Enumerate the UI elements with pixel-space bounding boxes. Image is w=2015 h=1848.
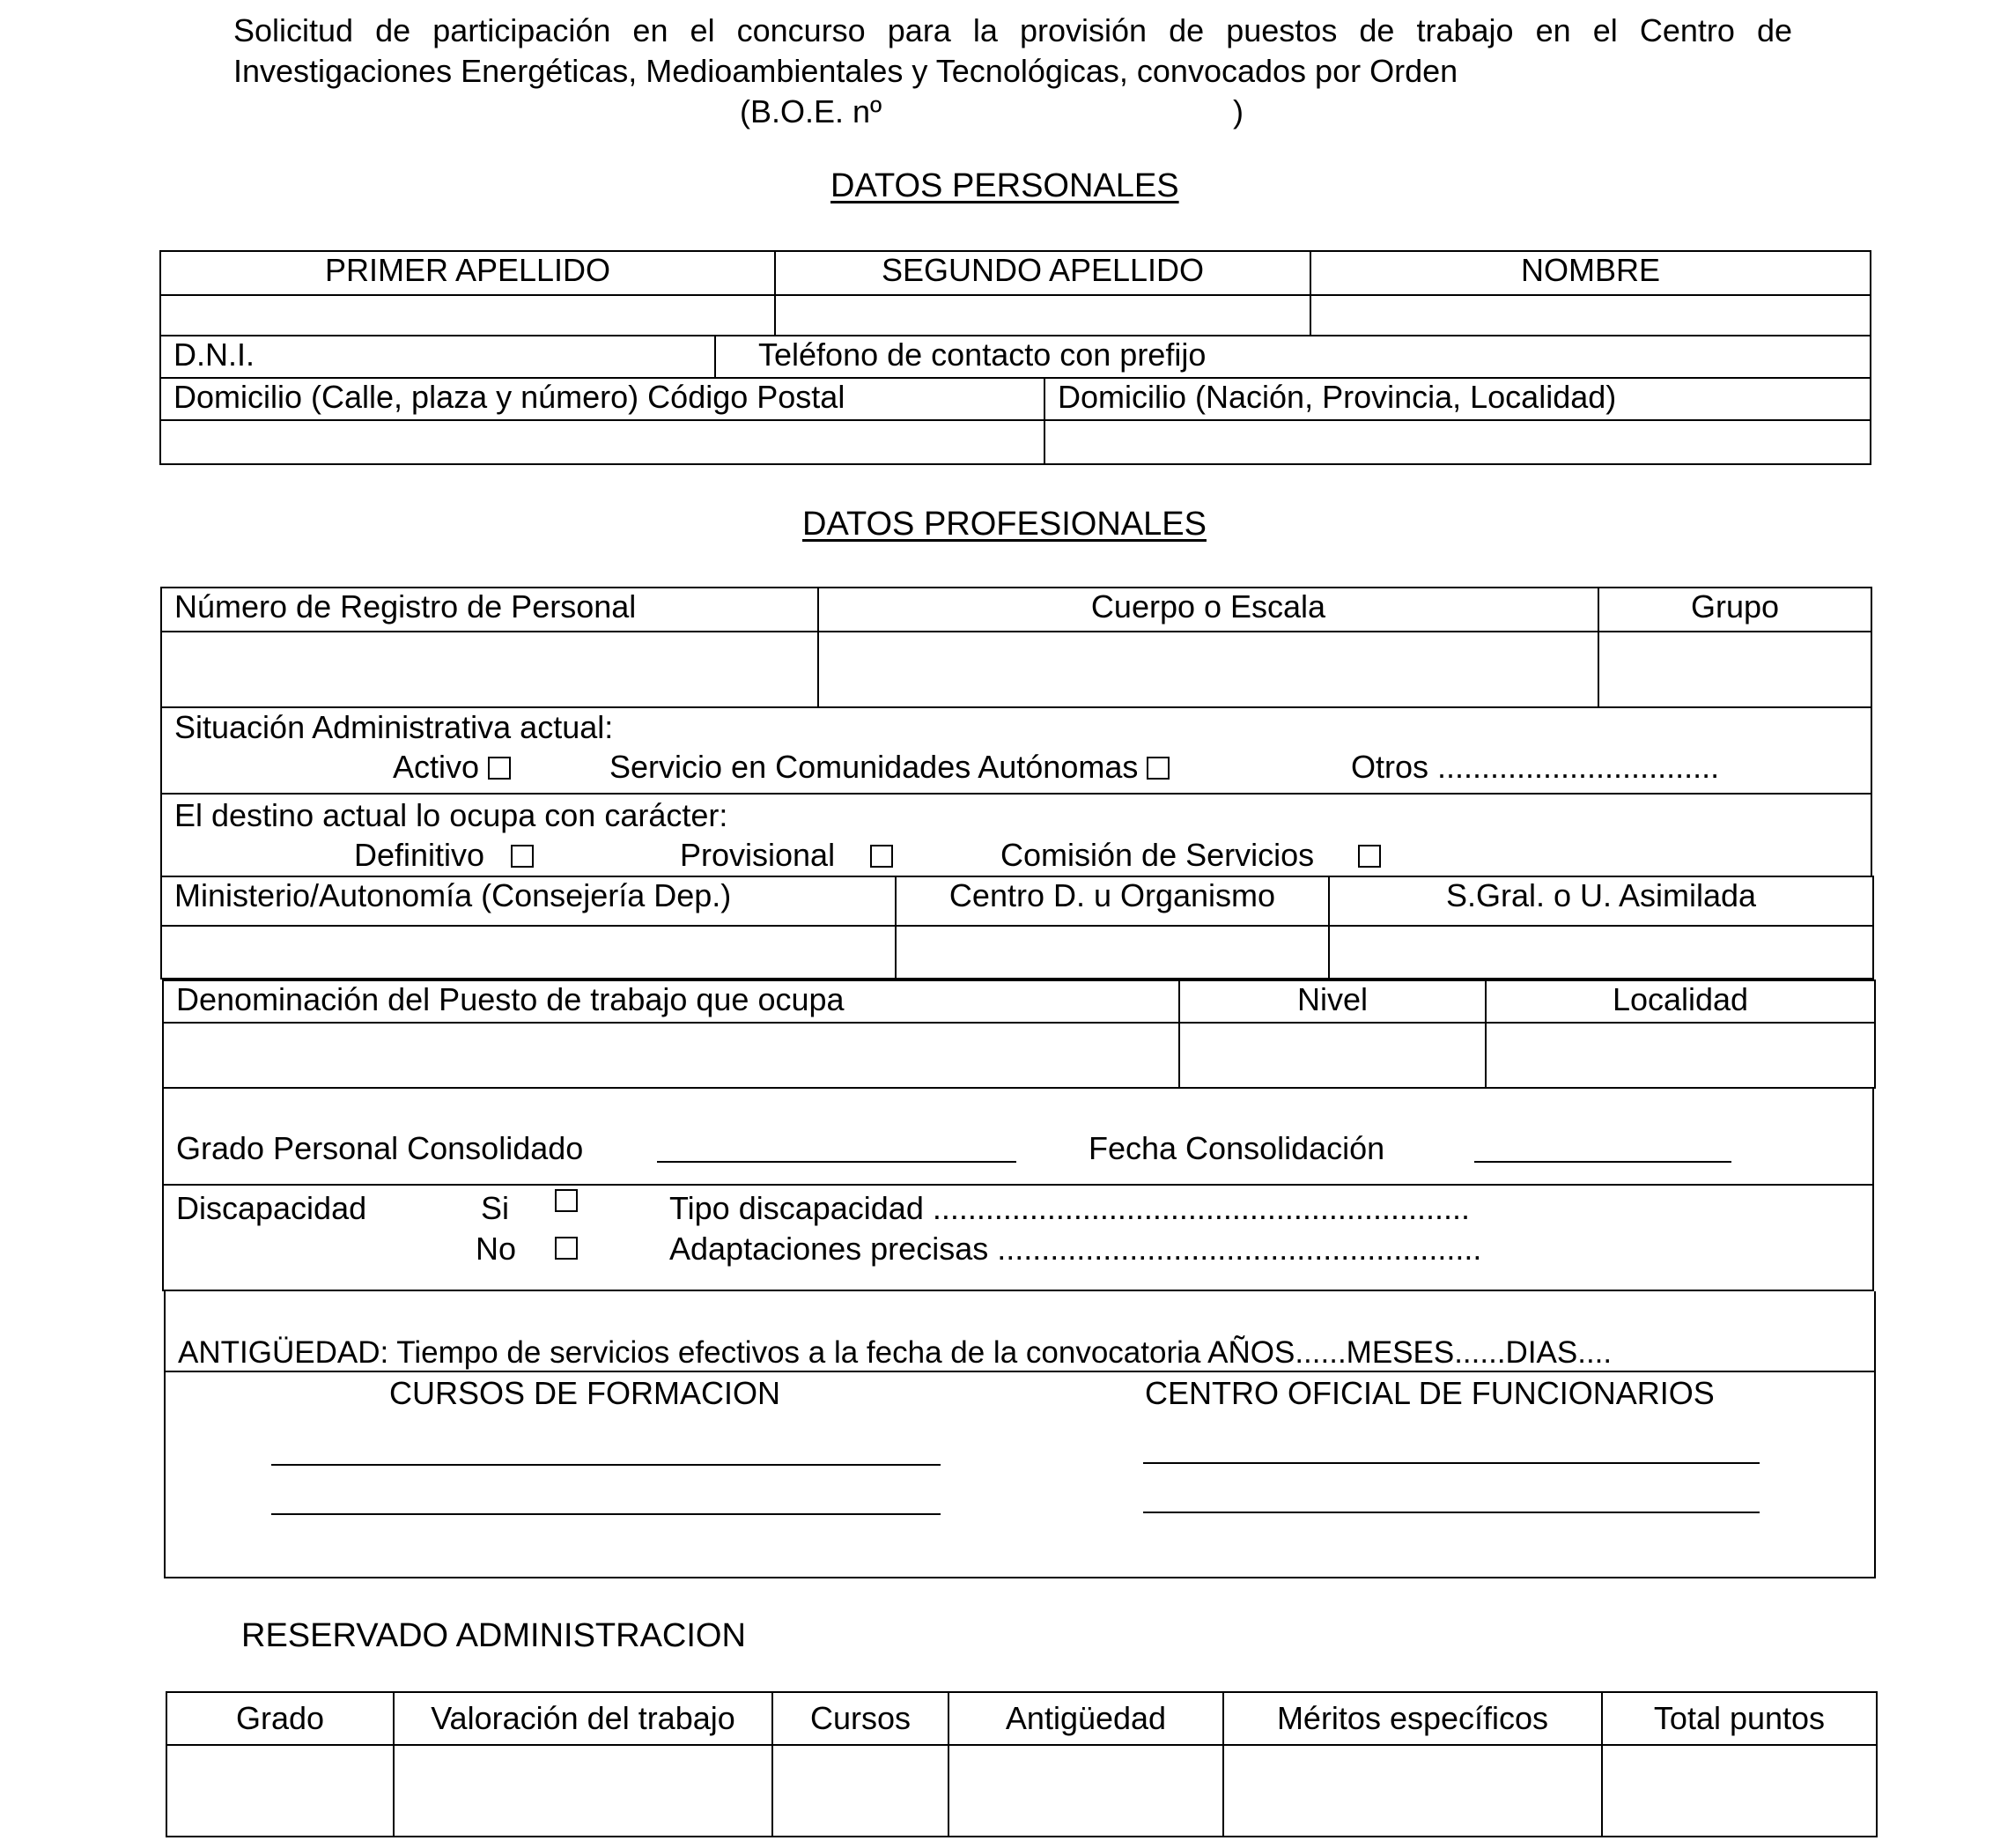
fecha-label: Fecha Consolidación [1089,1130,1385,1166]
comision-label: Comisión de Servicios [1000,837,1315,873]
activo-option[interactable] [393,748,511,787]
denominacion-label: Denominación del Puesto de trabajo que ocupa [163,980,1179,1023]
cuerpo-field[interactable] [818,632,1598,707]
personal-table-domicilio [159,377,1871,465]
activo-checkbox[interactable] [488,757,511,780]
definitivo-label: Definitivo [354,837,485,873]
si-label: Si [481,1190,510,1226]
reservado-table [166,1691,1878,1837]
definitivo-checkbox[interactable] [511,845,534,868]
adaptaciones-field[interactable]: Adaptaciones precisas ....................................................... [669,1231,1482,1267]
domicilio-nacion-field[interactable] [1044,420,1871,464]
personal-section-title: DATOS PERSONALES [830,167,1179,204]
antiguedad-divider [166,1371,1874,1372]
destino-label: El destino actual lo ocupa con carácter: [174,797,728,833]
primer-apellido-label: PRIMER APELLIDO [160,251,775,295]
localidad-label: Localidad [1486,980,1875,1023]
header-line-2: Investigaciones Energéticas, Medioambientales y Tecnológicas, convocados por Orden [233,53,1458,89]
discapacidad-box [162,1186,1874,1291]
reservado-col-meritos: Méritos específicos [1223,1692,1602,1745]
definitivo-option[interactable] [354,836,534,875]
provisional-option[interactable] [680,836,893,875]
denominacion-field[interactable] [163,1023,1179,1088]
header-line-1: Solicitud de participación en el concurso para la provisión de puestos de trabajo en el Centro de [233,12,1792,48]
reservado-col-antiguedad: Antigüedad [948,1692,1223,1745]
sgral-field[interactable] [1329,926,1873,979]
centro-label: Centro D. u Organismo [896,876,1329,926]
comision-checkbox[interactable] [1358,845,1381,868]
reservado-col-cursos: Cursos [772,1692,948,1745]
domicilio-calle-field[interactable] [160,420,1044,464]
antiguedad-box [164,1291,1876,1578]
reservado-meritos-field[interactable] [1223,1745,1602,1837]
centro-oficial-label: CENTRO OFICIAL DE FUNCIONARIOS [1145,1375,1715,1411]
antiguedad-label[interactable]: ANTIGÜEDAD: Tiempo de servicios efectivos a la fecha de la convocatoria AÑOS......MESES......DIAS.... [178,1335,1613,1370]
grupo-field[interactable] [1598,632,1871,707]
otros-field[interactable]: Otros ................................ [1351,749,1720,785]
boe-close: ) [1233,93,1244,129]
provisional-checkbox[interactable] [870,845,893,868]
cursos-label: CURSOS DE FORMACION [389,1375,781,1411]
provisional-label: Provisional [680,837,836,873]
destino-box [160,795,1872,877]
grado-box [162,1087,1874,1186]
ministerio-table [160,876,1874,979]
nombre-field[interactable] [1310,295,1871,336]
profesional-section-title: DATOS PROFESIONALES [802,506,1207,543]
centro-field[interactable] [896,926,1329,979]
ministerio-label: Ministerio/Autonomía (Consejería Dep.) [161,876,896,926]
nrp-field[interactable] [161,632,818,707]
si-checkbox[interactable] [555,1189,578,1212]
segundo-apellido-field[interactable] [775,295,1310,336]
reservado-title: RESERVADO ADMINISTRACION [241,1617,746,1654]
situacion-box [160,706,1872,795]
denominacion-table [162,979,1876,1089]
tipo-field[interactable]: Tipo discapacidad ............................................................. [669,1190,1470,1226]
localidad-field[interactable] [1486,1023,1875,1088]
centro-line-1[interactable] [1143,1462,1760,1464]
reservado-col-grado: Grado [166,1692,394,1745]
nivel-field[interactable] [1179,1023,1486,1088]
reservado-cursos-field[interactable] [772,1745,948,1837]
reservado-valoracion-field[interactable] [394,1745,772,1837]
activo-label: Activo [393,749,480,785]
reservado-col-total: Total puntos [1602,1692,1877,1745]
servicio-cca-checkbox[interactable] [1147,757,1170,780]
dni-label[interactable]: D.N.I. [160,336,715,378]
ministerio-field[interactable] [161,926,896,979]
situacion-label: Situación Administrativa actual: [174,709,614,745]
reservado-total-field[interactable] [1602,1745,1877,1837]
servicio-cca-label: Servicio en Comunidades Autónomas [609,749,1139,785]
nrp-label: Número de Registro de Personal [161,588,818,632]
grupo-label: Grupo [1598,588,1871,632]
boe-open: (B.O.E. nº [740,93,882,129]
curso-line-1[interactable] [271,1464,941,1466]
header-line-3 [233,92,1792,132]
personal-table-dni [159,335,1871,379]
reservado-antiguedad-field[interactable] [948,1745,1223,1837]
sgral-label: S.Gral. o U. Asimilada [1329,876,1873,926]
reservado-col-valoracion: Valoración del trabajo [394,1692,772,1745]
no-label: No [476,1231,517,1267]
fecha-field[interactable] [1474,1161,1731,1163]
servicio-cca-option[interactable] [609,748,1170,787]
segundo-apellido-label: SEGUNDO APELLIDO [775,251,1310,295]
personal-table-top [159,250,1871,336]
form-header [233,11,1792,132]
cuerpo-label: Cuerpo o Escala [818,588,1598,632]
grado-label: Grado Personal Consolidado [176,1130,584,1166]
nivel-label: Nivel [1179,980,1486,1023]
comision-option[interactable] [1000,836,1381,875]
centro-line-2[interactable] [1143,1512,1760,1513]
reservado-grado-field[interactable] [166,1745,394,1837]
domicilio-nacion-label: Domicilio (Nación, Provincia, Localidad) [1044,378,1871,420]
domicilio-calle-label: Domicilio (Calle, plaza y número) Código Postal [160,378,1044,420]
nombre-label: NOMBRE [1310,251,1871,295]
primer-apellido-field[interactable] [160,295,775,336]
grado-field[interactable] [657,1161,1016,1163]
nrp-table [160,587,1872,708]
telefono-label[interactable]: Teléfono de contacto con prefijo [715,336,1871,378]
no-checkbox[interactable] [555,1237,578,1260]
curso-line-2[interactable] [271,1513,941,1515]
discapacidad-label: Discapacidad [176,1190,367,1226]
